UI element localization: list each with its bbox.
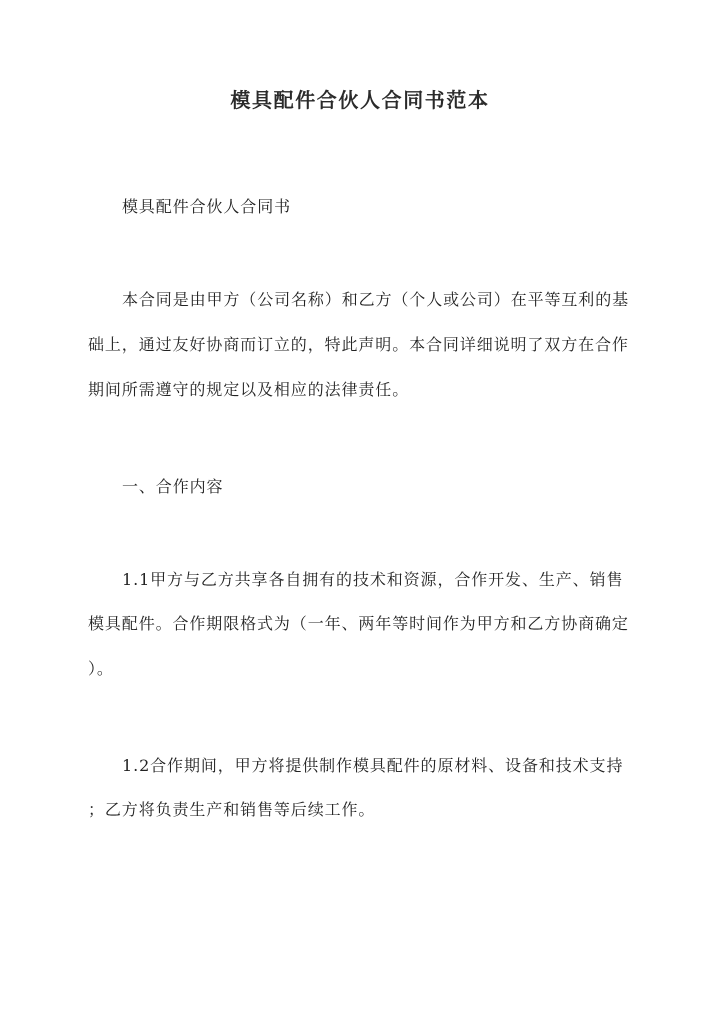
clause-line: 1.2合作期间，甲方将提供制作模具配件的原材料、设备和技术支持 (122, 756, 624, 775)
intro-line: 本合同是由甲方（公司名称）和乙方（个人或公司）在平等互利的基 (122, 290, 630, 309)
document-title: 模具配件合伙人合同书范本 (230, 88, 490, 112)
clause-line: ；乙方将负责生产和销售等后续工作。 (88, 800, 376, 819)
clause-line: ）。 (88, 659, 114, 678)
clause-line: 1.1甲方与乙方共享各自拥有的技术和资源，合作开发、生产、销售 (122, 570, 624, 589)
intro-line: 期间所需遵守的规定以及相应的法律责任。 (88, 380, 410, 399)
section-heading: 一、合作内容 (122, 477, 224, 496)
intro-line: 础上，通过友好协商而订立的，特此声明。本合同详细说明了双方在合作 (88, 335, 629, 354)
clause-line: 模具配件。合作期限格式为（一年、两年等时间作为甲方和乙方协商确定 (88, 614, 629, 633)
document-subtitle: 模具配件合伙人合同书 (122, 197, 292, 216)
